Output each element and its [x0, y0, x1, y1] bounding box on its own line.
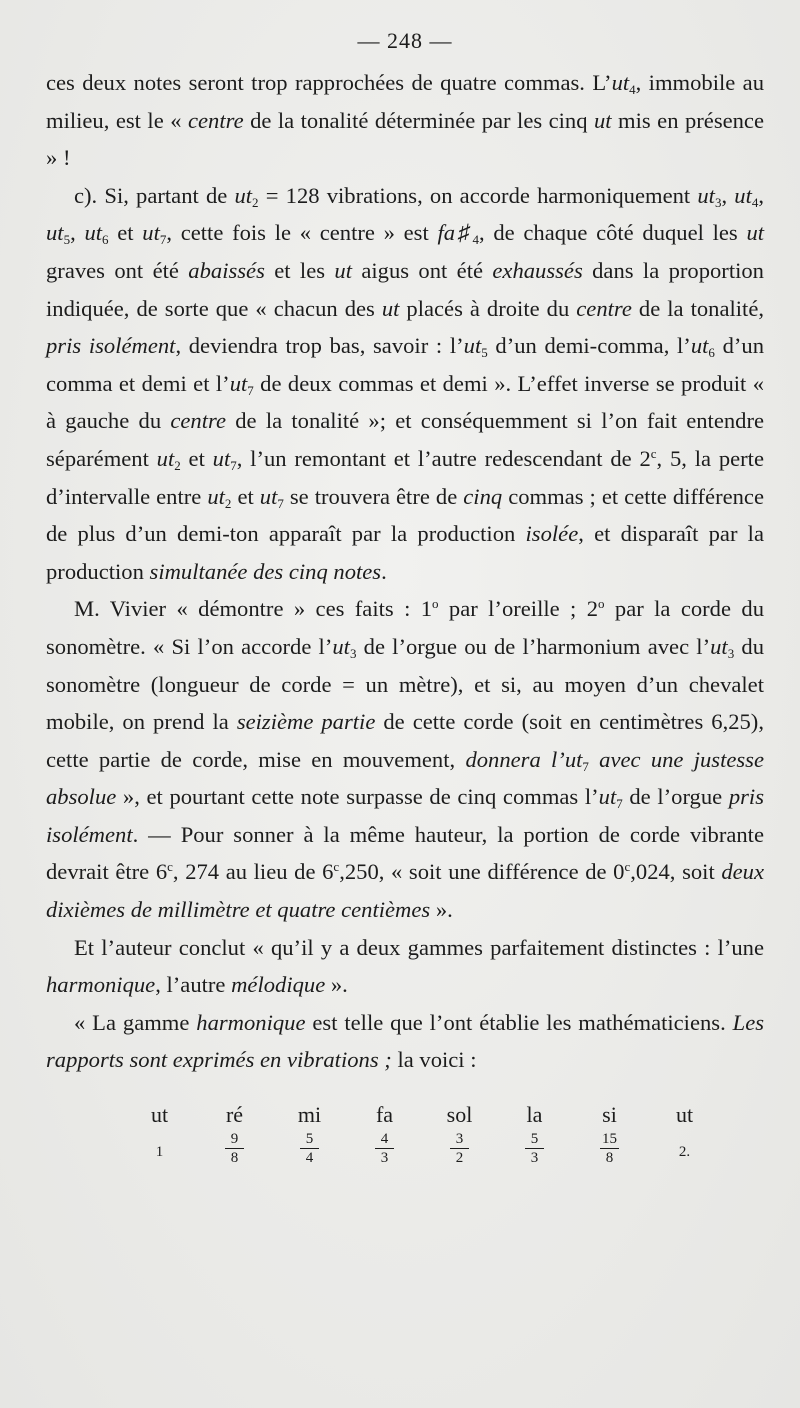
scale-ratio: $\frac{5}{4}$ — [272, 1131, 347, 1167]
paragraph-2: c). Si, partant de $ut_2 = 128$ vibrations, on accorde harmoniquement $ut_3$, $ut_4$, $ut_5$, $ut_6$ et $ut_7$, cette fois le « centre » est $fa♯_4$, de chaque côté duquel les ut graves ont été abaissés et les ut aigus ont été exhaussés dans la proportion indiquée, de sorte que « chacun des ut placés à droite du centre de la tonalité, pris isolément, deviendra trop bas, savoir : $l’ut_5$ d’un demi-comma, $l’ut_6$ d’un comma et demi et $l’ut_7$ de deux commas et demi ». L’effet inverse se produit « à gauche du centre de la tonalité »; et conséquemment si l’on fait entendre séparément $ut_2$ et $ut_7$, l’un remontant et l’autre redescendant de 2$^c$, 5, la perte d’intervalle entre $ut_2$ et $ut_7$ se trouvera être de cinq commas ; et cette différence de plus d’un demi-ton apparaît par la production isolée, et disparaît par la production simultanée des cinq notes. — [46, 182, 765, 584]
paragraph-3: M. Vivier « démontre » ces faits : 1$^o$ par l’oreille ; 2$^o$ par la corde du sonomètre. « Si l’on accorde $l’ut_3$ de l’orgue ou de l’harmonium avec $l’ut_3$ du sonomètre (longueur de corde = un mètre), et si, au moyen d’un chevalet mobile, on prend la seizième partie de cette corde (soit en centimètres 6,25), cette partie de corde, mise en mouvement, donnera $l’ut_7$ avec une justesse absolue », et pourtant cette note surpasse de cinq commas $l’ut_7$ de l’orgue pris isolément. — Pour sonner à la même hauteur, la portion de corde vibrante devrait être 6$^c$, 274 au lieu de 6$^c$,250, « soit une différence de 0$^c$,024, soit deux dixièmes de millimètre et quatre centièmes ». — [46, 596, 765, 923]
scale-note: sol — [446, 1102, 473, 1128]
scale-ratio: $\frac{5}{3}$ — [497, 1131, 572, 1167]
scale-table — [122, 1101, 722, 1167]
page-number: — 248 — — [357, 28, 453, 53]
scale-note: ut — [675, 1102, 694, 1128]
scale-note: ré — [225, 1102, 244, 1128]
scale-note: ut — [150, 1102, 169, 1128]
paragraph-5: « La gamme harmonique est telle que l’ont établie les mathématiciens. Les rapports sont exprimés en vibrations ; la voici : — [46, 1009, 765, 1073]
scale-ratio: $\frac{15}{8}$ — [572, 1131, 647, 1167]
paragraph-4: Et l’auteur conclut « qu’il y a deux gammes parfaitement distinctes : l’une harmonique, l’autre mélodique ». — [46, 934, 764, 998]
scale-ratio: $\frac{4}{3}$ — [347, 1131, 422, 1167]
scale-ratio: $\frac{9}{8}$ — [197, 1131, 272, 1167]
scale-note: fa — [375, 1102, 394, 1128]
paragraph-1: ces deux notes seront trop rapprochées de quatre commas. $L’ut_4$, immobile au milieu, est le « centre de la tonalité déterminée par les cinq ut mis en présence » ! — [46, 70, 764, 171]
scale-note: si — [602, 1102, 617, 1128]
scale-ratio: 1 — [155, 1144, 164, 1161]
scale-note: la — [526, 1102, 543, 1128]
scale-note: mi — [297, 1102, 322, 1128]
scale-ratio: 2. — [678, 1144, 691, 1161]
scale-ratio: $\frac{3}{2}$ — [422, 1131, 497, 1167]
